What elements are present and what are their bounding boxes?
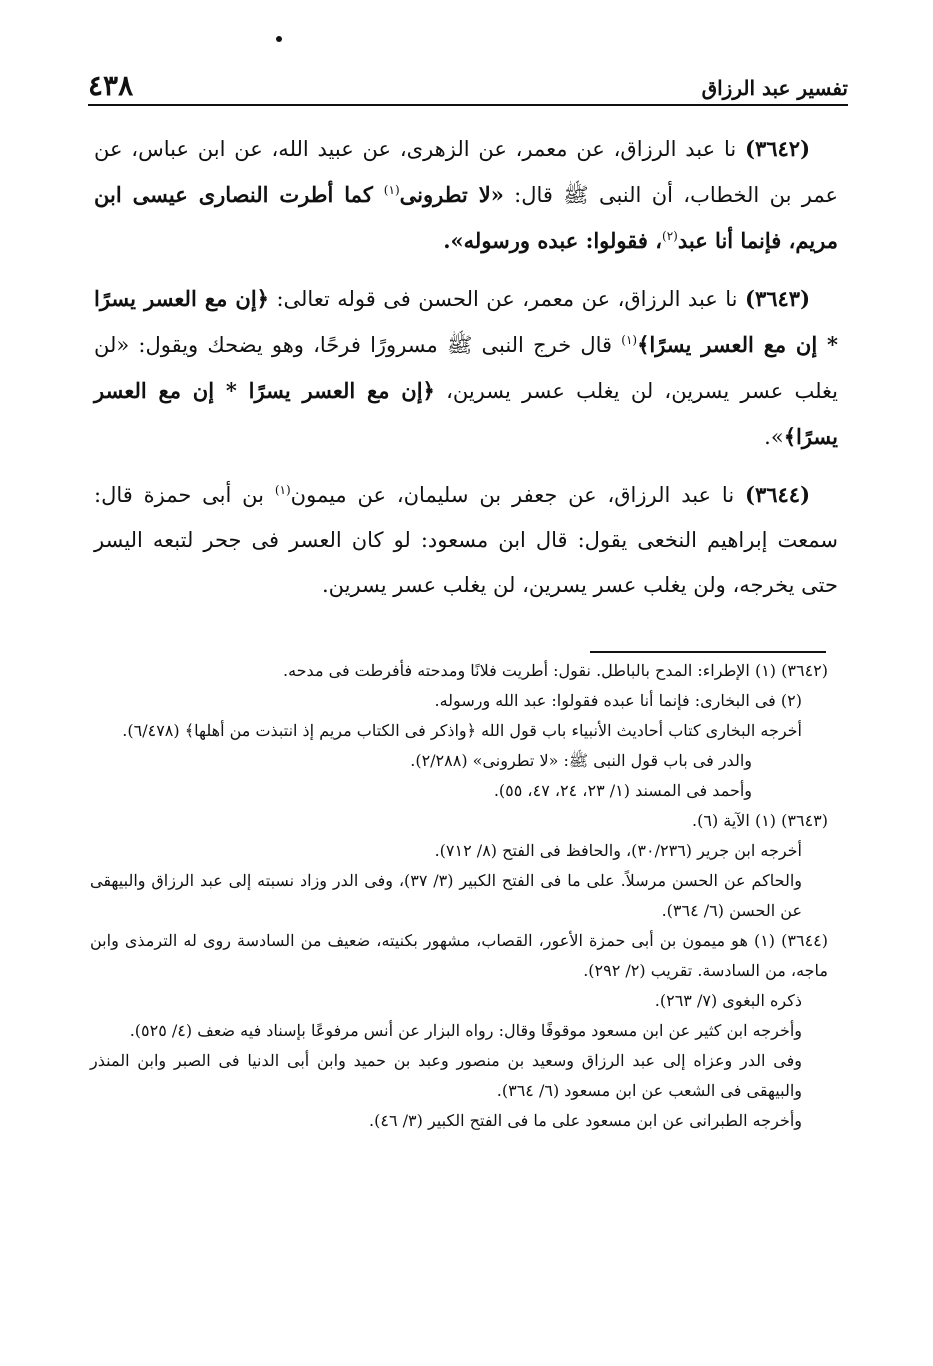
page-number: ٤٣٨	[88, 69, 134, 102]
hadith-text: بن أبى حمزة قال: سمعت إبراهيم النخعى يقول: قال ابن مسعود: لو كان العسر فى جحر لتبعه اليسر حتى يخرجه، ولن يغلب عسر يسرين، لن يغلب عسر يسرين.	[94, 483, 838, 597]
quran-verse: ﴿إن مع العسر يسرًا * إن مع العسر يسرًا﴾	[94, 286, 838, 357]
running-title: تفسير عبد الرزاق	[701, 76, 848, 100]
hadith-number: (٣٦٤٤)	[745, 482, 810, 507]
hadith-text: قال خرج النبى ﷺ مسرورًا فرحًا، وهو يضحك ويقول: «لن يغلب عسر يسرين، لن يغلب عسر يسرين،	[94, 333, 838, 403]
hadith-quote: ، فقولوا: عبده ورسوله».	[443, 228, 663, 253]
ink-dot	[276, 36, 282, 42]
footnote: والحاكم عن الحسن مرسلاً. على ما فى الفتح الكبير (٣/ ٣٧)، وفى الدر وزاد نسبته إلى عبد الرزاق والبيهقى عن الحسن (٦/ ٣٦٤).	[90, 871, 802, 920]
hadith-quote: «لا تطرونى	[399, 182, 504, 207]
footnote-ref: (١)	[621, 333, 638, 347]
footnote: وأحمد فى المسند (١/ ٢٣، ٢٤، ٤٧، ٥٥).	[493, 781, 752, 800]
hadith-number: (٣٦٤٣)	[745, 286, 810, 311]
footnote: (٢) فى البخارى: فإنما أنا عبده فقولوا: عبد الله ورسوله.	[434, 691, 802, 710]
footnote: وفى الدر وعزاه إلى عبد الرزاق وسعيد بن منصور وعبد بن حميد وابن أبى الدنيا فى الصبر وابن المنذر والبيهقى فى الشعب عن ابن مسعود (٦/ ٣٦٤).	[90, 1051, 802, 1100]
hadith-number: (٣٦٤٢)	[745, 136, 810, 161]
footnote: ذكره البغوى (٧/ ٢٦٣).	[654, 991, 802, 1010]
footnote: أخرجه ابن جرير (٣٠/٢٣٦)، والحافظ فى الفتح (٨/ ٧١٢).	[434, 841, 802, 860]
main-text	[94, 126, 838, 620]
hadith-3644	[94, 472, 838, 608]
footnote: وأخرجه الطبرانى عن ابن مسعود على ما فى الفتح الكبير (٣/ ٤٦).	[369, 1111, 802, 1130]
footnote: (٣٦٤٢) (١) الإطراء: المدح بالباطل. نقول: أطريت فلانًا ومدحته فأفرطت فى مدحه.	[283, 661, 828, 680]
footnote: أخرجه البخارى كتاب أحاديث الأنبياء باب قول الله ﴿واذكر فى الكتاب مريم إذ انتبذت من أهلها﴾ (٦/٤٧٨).	[122, 721, 802, 740]
hadith-text: نا عبد الرزاق، عن معمر، عن الزهرى، عن عبيد الله، عن ابن عباس، عن عمر بن الخطاب، أن النبى ﷺ قال:	[94, 137, 838, 207]
footnotes	[90, 656, 828, 1136]
hadith-text: نا عبد الرزاق، عن جعفر بن سليمان، عن ميمون	[290, 483, 745, 507]
hadith-3642	[94, 126, 838, 264]
footnote-ref: (١)	[274, 483, 291, 497]
footnote-ref: (٢)	[662, 229, 678, 243]
page-header	[88, 64, 848, 106]
hadith-3643	[94, 276, 838, 460]
hadith-quote: كما أطرت النصارى عيسى ابن مريم، فإنما أنا عبد	[94, 182, 838, 253]
footnote-divider	[590, 651, 826, 653]
footnote: (٣٦٤٤) (١) هو ميمون بن أبى حمزة الأعور، القصاب، مشهور بكنيته، ضعيف من السادسة روى له الترمذى وابن ماجه، من السادسة. تقريب (٢/ ٢٩٢).	[90, 931, 828, 980]
footnote: وأخرجه ابن كثير عن ابن مسعود موقوفًا وقال: رواه البزار عن أنس مرفوعًا بإسناد فيه ضعف (٤/ ٥٢٥).	[129, 1021, 802, 1040]
hadith-text: نا عبد الرزاق، عن معمر، عن الحسن فى قوله تعالى:	[268, 287, 745, 311]
footnote-ref: (١)	[383, 183, 400, 197]
quran-verse: ﴿إن مع العسر يسرًا * إن مع العسر يسرًا﴾	[94, 378, 838, 449]
footnote: والدر فى باب قول النبى ﷺ: «لا تطرونى» (٢/٢٨٨).	[410, 751, 752, 770]
footnote: (٣٦٤٣) (١) الآية (٦).	[692, 811, 828, 830]
hadith-text: ».	[764, 425, 784, 449]
